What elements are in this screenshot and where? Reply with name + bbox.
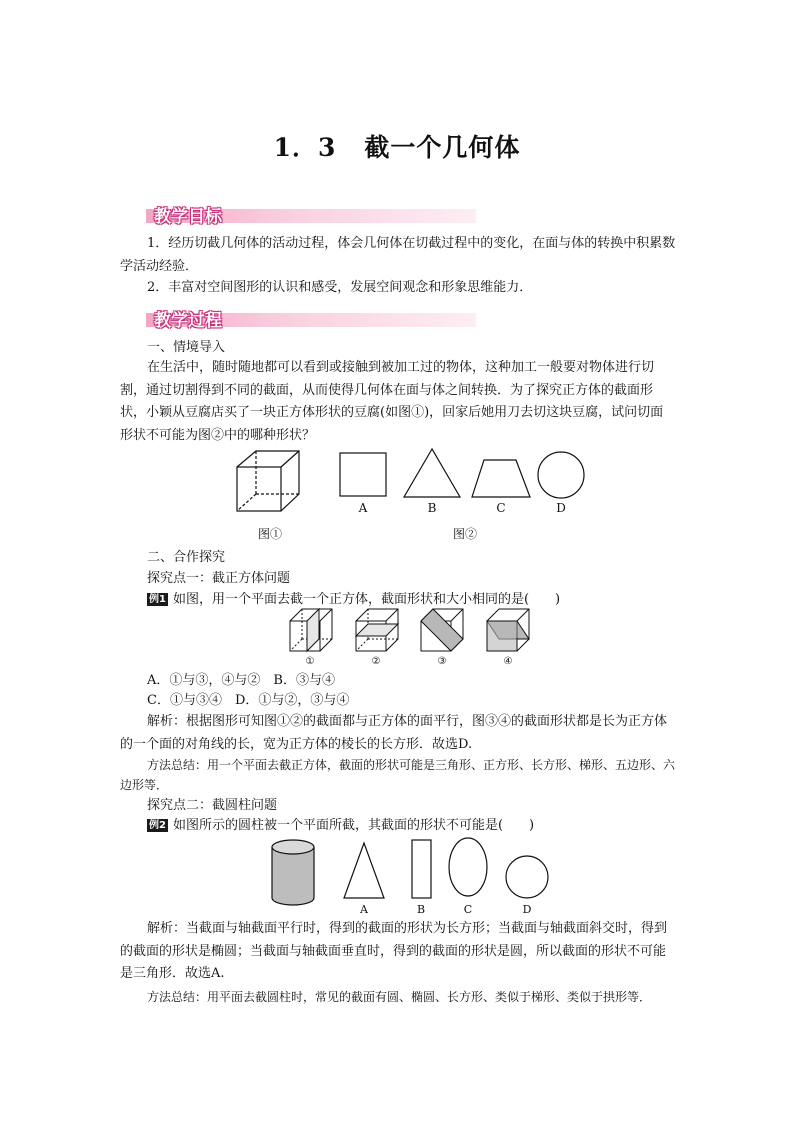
- fig1-caption: 图①: [257, 527, 282, 541]
- shape-label-d: D: [556, 501, 566, 515]
- ex2-shape-circle: [506, 856, 548, 898]
- shape-label-a: A: [358, 501, 368, 515]
- ex2-shape-triangle: [344, 843, 384, 898]
- example-1-options-2: C．①与③④ D．①与②，③与④: [147, 693, 350, 708]
- example-2-analysis: 解析：当截面与轴截面平行时，得到的截面的形状为长方形；当截面与轴截面斜交时，得到的截面的形状是椭圆；当截面与轴截面垂直时，得到的截面的形状是圆，所以截面的形状不可能是三角形．故选A.: [120, 921, 668, 981]
- ex1-fig-label-2: ②: [371, 656, 381, 667]
- intro-heading: 一、情境导入: [147, 340, 226, 355]
- explore-point-1: 探究点一：截正方体问题: [147, 571, 291, 586]
- title-text: 截一个几何体: [364, 133, 521, 162]
- ex2-label-a: A: [360, 903, 368, 916]
- ex2-label-d: D: [522, 903, 532, 916]
- ex1-fig-label-1: ①: [305, 656, 315, 667]
- title-number: 1．3: [273, 133, 337, 162]
- goal-1: 1．经历切截几何体的活动过程，体会几何体在切截过程中的变化，在面与体的转换中积累数学活动经验．: [120, 236, 676, 274]
- shape-label-c: C: [496, 501, 506, 515]
- goals-banner-label: 教学目标: [154, 207, 222, 227]
- process-banner-label: 教学过程: [154, 311, 222, 331]
- example-2-tag: 例2: [149, 820, 166, 831]
- ex2-label-c: C: [463, 903, 473, 916]
- example-1-summary: 方法总结：用一个平面去截正方体，截面的形状可能是三角形、正方形、长方形、梯形、五边形、六边形等．: [120, 758, 676, 792]
- example-1-tag: 例1: [149, 594, 166, 605]
- ex1-fig-label-4: ④: [503, 656, 513, 667]
- explore-heading: 二、合作探究: [147, 550, 226, 565]
- ex1-fig-label-3: ③: [437, 656, 447, 667]
- example-1-options-1: A．①与③，④与② B．③与④: [147, 673, 335, 688]
- shape-label-b: B: [427, 501, 437, 515]
- intro-text: 在生活中，随时随地都可以看到或接触到被加工过的物体，这种加工一般要对物体进行切割，通过切割得到不同的截面，从而使得几何体在面与体之间转换．为了探究正方体的截面形状，小颖从豆腐店买了一块正方体形状的豆腐(如图①)，回家后她用刀去切这块豆腐，试问切面形状不可能为图②中的哪种形状？: [120, 360, 664, 443]
- example-1-analysis: 解析：根据图形可知图①②的截面都与正方体的面平行，图③④的截面形状都是长为正方体的一个面的对角线的长，宽为正方体的棱长的长方形．故选D.: [120, 714, 668, 752]
- example-1-question-text: 如图，用一个平面去截一个正方体，截面形状和大小相同的是( ): [172, 592, 561, 607]
- ex2-shape-rectangle: [412, 840, 431, 898]
- example-2-question-text: 如图所示的圆柱被一个平面所截，其截面的形状不可能是( ): [172, 818, 535, 833]
- example-2-summary: 方法总结：用平面去截圆柱时，常见的截面有圆、椭圆、长方形、类似于梯形、类似于拱形等．: [147, 990, 652, 1004]
- fig2-caption: 图②: [452, 527, 477, 541]
- ex2-shape-ellipse: [449, 838, 487, 896]
- goal-2: 2．丰富对空间图形的认识和感受，发展空间观念和形象思维能力．: [147, 280, 533, 295]
- ex2-label-b: B: [416, 903, 426, 916]
- cylinder-figure: [272, 840, 314, 905]
- explore-point-2: 探究点二：截圆柱问题: [147, 798, 278, 813]
